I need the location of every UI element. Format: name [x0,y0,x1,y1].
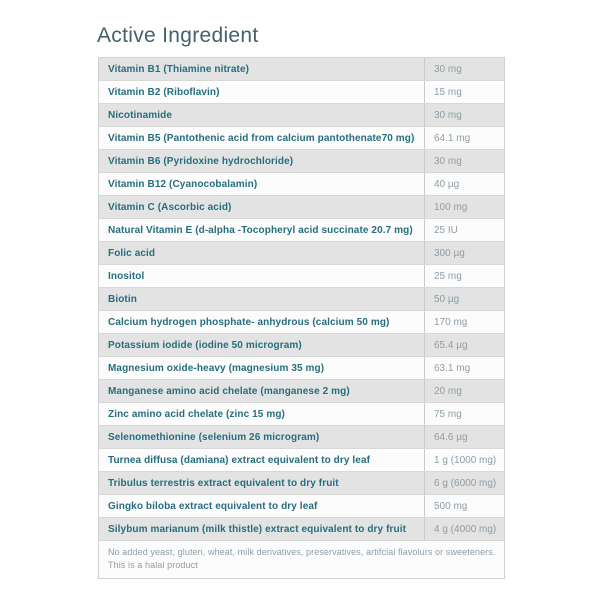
ingredient-name: Gingko biloba extract equivalent to dry leaf [108,500,318,512]
table-row [99,150,504,173]
ingredient-amount: 50 µg [424,288,504,310]
ingredient-name: Vitamin B12 (Cyanocobalamin) [108,178,258,190]
table-row [99,173,504,196]
ingredient-name: Vitamin B1 (Thiamine nitrate) [108,63,250,75]
ingredient-name: Silybum marianum (milk thistle) extract equivalent to dry fruit [108,523,407,535]
ingredient-amount: 64.1 mg [424,127,504,149]
ingredient-name: Selenomethionine (selenium 26 microgram) [108,431,320,443]
table-row [99,380,504,403]
table-row [99,265,504,288]
ingredient-name: Natural Vitamin E (d-alpha -Tocopheryl acid succinate 20.7 mg) [108,224,413,236]
table-row [99,104,504,127]
ingredient-name: Vitamin B6 (Pyridoxine hydrochloride) [108,155,294,167]
ingredient-amount: 63.1 mg [424,357,504,379]
page-title: Active Ingredient [97,24,259,47]
table-row [99,127,504,150]
table-row [99,357,504,380]
ingredient-amount: 6 g (6000 mg) [424,472,504,494]
ingredient-amount: 30 mg [424,104,504,126]
ingredient-name: Manganese amino acid chelate (manganese 2 mg) [108,385,350,397]
table-row [99,81,504,104]
ingredient-name: Turnea diffusa (damiana) extract equivalent to dry leaf [108,454,371,466]
ingredient-amount: 64.6 µg [424,426,504,448]
ingredient-name: Magnesium oxide-heavy (magnesium 35 mg) [108,362,325,374]
table-row [99,242,504,265]
footnote [99,541,504,578]
ingredient-amount: 15 mg [424,81,504,103]
ingredient-amount: 65.4 µg [424,334,504,356]
table-row [99,58,504,81]
table-row [99,472,504,495]
table-row [99,449,504,472]
ingredient-name: Potassium iodide (iodine 50 microgram) [108,339,302,351]
ingredient-name: Inositol [108,270,145,282]
ingredient-name: Nicotinamide [108,109,172,121]
active-ingredient-table [98,57,505,579]
table-row [99,219,504,242]
ingredient-amount: 30 mg [424,58,504,80]
ingredient-amount: 40 µg [424,173,504,195]
table-row [99,311,504,334]
ingredient-name: Calcium hydrogen phosphate- anhydrous (calcium 50 mg) [108,316,390,328]
ingredient-amount: 170 mg [424,311,504,333]
table-body [99,58,504,541]
ingredient-amount: 25 IU [424,219,504,241]
ingredient-amount: 4 g (4000 mg) [424,518,504,540]
ingredient-name: Zinc amino acid chelate (zinc 15 mg) [108,408,285,420]
ingredient-amount: 75 mg [424,403,504,425]
footnote-line-1: No added yeast, gluten, wheat, milk derivatives, preservatives, artifcial flavolurs or sweeteners. [108,547,496,557]
footnote-line-2: This is a halal product [108,560,198,570]
ingredient-name: Biotin [108,293,137,305]
ingredient-amount: 500 mg [424,495,504,517]
ingredient-amount: 100 mg [424,196,504,218]
ingredient-name: Vitamin B2 (Riboflavin) [108,86,220,98]
ingredient-name: Vitamin B5 (Pantothenic acid from calcium pantothenate70 mg) [108,132,415,144]
ingredient-name: Folic acid [108,247,156,259]
ingredient-amount: 30 mg [424,150,504,172]
ingredient-amount: 1 g (1000 mg) [424,449,504,471]
table-row [99,426,504,449]
table-row [99,334,504,357]
ingredient-name: Vitamin C (Ascorbic acid) [108,201,232,213]
table-row [99,288,504,311]
ingredient-amount: 300 µg [424,242,504,264]
ingredient-amount: 20 mg [424,380,504,402]
table-row [99,495,504,518]
ingredient-amount: 25 mg [424,265,504,287]
ingredient-name: Tribulus terrestris extract equivalent to dry fruit [108,477,339,489]
table-row [99,403,504,426]
table-row [99,196,504,219]
table-row [99,518,504,541]
